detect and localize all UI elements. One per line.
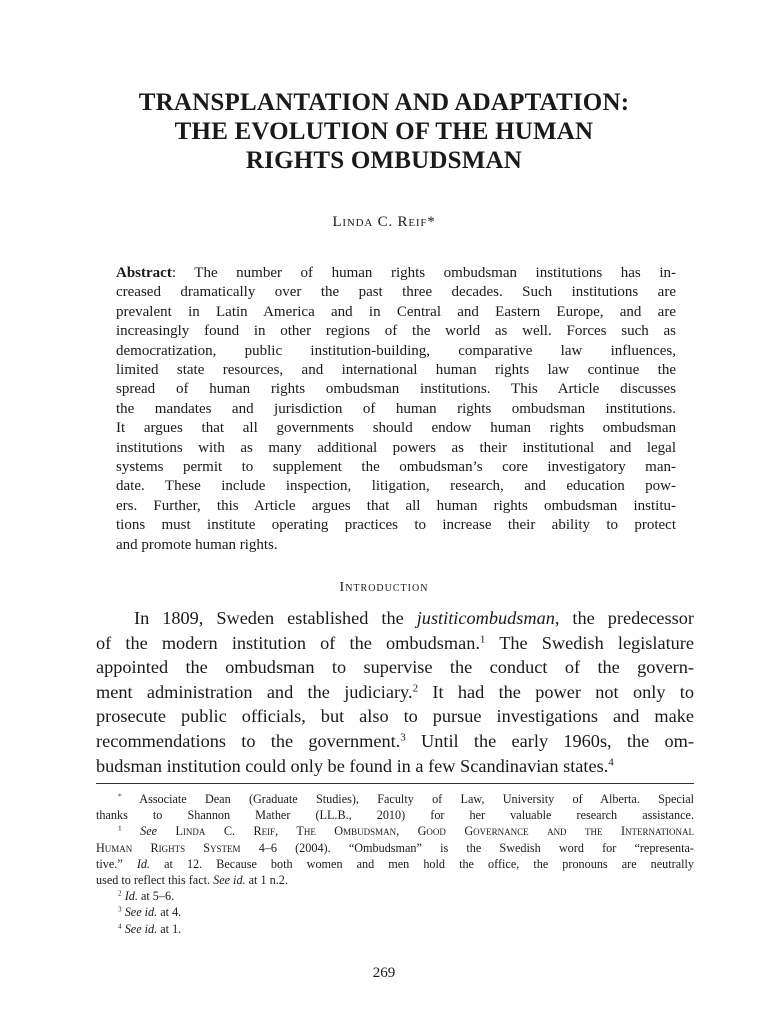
body-text-span: Until the early 1960s, the om-	[405, 730, 694, 751]
abstract-line: date. These include inspection, litigation, research, and education pow-	[116, 478, 676, 495]
section-heading: Introduction	[339, 580, 429, 595]
footnote-line	[96, 840, 694, 856]
signal-see: See id.	[124, 921, 158, 936]
body-text-span: recommendations to the government.	[96, 730, 401, 751]
footnote-line	[96, 888, 694, 904]
abstract-line: limited state resources, and international human rights law continue the	[116, 362, 676, 379]
signal-see: See id.	[213, 873, 246, 888]
abstract	[116, 264, 676, 555]
abstract-line: increasingly found in other regions of the world as well. Forces such as	[116, 323, 676, 340]
abstract-line: systems permit to supplement the ombudsman’s core investigatory man-	[116, 459, 676, 476]
abstract-line: creased dramatically over the past three decades. Such institutions are	[116, 284, 676, 301]
body-paragraph	[96, 606, 694, 778]
body-text-span: It had the power not only to	[418, 681, 695, 702]
italic-term: justiticombudsman	[416, 608, 555, 628]
title-line: THE EVOLUTION OF THE HUMAN	[174, 118, 594, 145]
article-title	[60, 88, 708, 175]
cited-work: Linda C. Reif, The Ombudsman, Good Governance and the International	[175, 824, 694, 839]
abstract-line: and promote human rights.	[116, 536, 278, 553]
footnote-text: tive.”	[96, 856, 137, 871]
footnotes	[96, 791, 694, 937]
abstract-text: : The number of human rights ombudsman institutions has in-	[171, 265, 676, 281]
body-text-span: The Swedish legislature	[485, 632, 695, 653]
body-text-span: budsman institution could only be found in a few Scandinavian states.	[96, 755, 609, 776]
abstract-label: Abstract	[116, 265, 172, 281]
footnote-ref[interactable]: 1	[479, 633, 486, 646]
body-text-span: of the modern institution of the ombudsman.	[96, 632, 480, 653]
body-line	[96, 631, 694, 656]
footnote-text: at 1.	[157, 921, 182, 936]
abstract-line: democratization, public institution-building, comparative law influences,	[116, 342, 676, 359]
footnote-line	[96, 823, 694, 839]
body-line: prosecute public officials, but also to pursue investigations and make	[96, 706, 694, 727]
signal-id: Id.	[136, 856, 151, 871]
signal-see: See id.	[124, 905, 158, 920]
abstract-line: institutions with as many additional powers as their institutional and legal	[116, 439, 676, 456]
footnote-ref[interactable]: 2	[412, 682, 419, 695]
footnote-line	[96, 872, 694, 888]
footnote-mark: 3	[118, 905, 122, 915]
footnote-text: at 12. Because both women and men hold the office, the pronouns are neutrally	[150, 856, 694, 871]
footnote-mark: 1	[118, 824, 122, 834]
body-line: appointed the ombudsman to supervise the conduct of the govern-	[96, 657, 694, 678]
footnote-text: at 1 n.2.	[245, 873, 288, 888]
footnote-text: used to reflect this fact.	[96, 873, 214, 888]
title-line: TRANSPLANTATION AND ADAPTATION:	[138, 89, 630, 116]
footnote-ref[interactable]: 3	[400, 731, 406, 744]
footnote-text: at 4.	[157, 905, 182, 920]
abstract-line: the mandates and jurisdiction of human rights ombudsman institutions.	[116, 400, 676, 417]
footnote-text: at 5–6.	[137, 889, 175, 904]
footnote-ref[interactable]: 4	[608, 755, 614, 768]
footnote-mark: *	[118, 791, 122, 801]
abstract-line: spread of human rights ombudsman institutions. This Article discusses	[116, 381, 676, 398]
body-text-span: ment administration and the judiciary.	[96, 681, 413, 702]
footnote-mark: 2	[118, 888, 122, 898]
title-line: RIGHTS OMBUDSMAN	[245, 147, 523, 174]
footnote-divider	[96, 783, 694, 784]
body-line	[96, 680, 694, 705]
footnote-line	[96, 791, 694, 807]
signal-see: See	[121, 824, 176, 839]
signal-id: Id.	[124, 889, 138, 904]
body-line	[96, 606, 694, 631]
body-text-span: In 1809, Sweden established the	[134, 608, 417, 628]
body-line	[96, 754, 694, 779]
abstract-line: It argues that all governments should endow human rights ombudsman	[116, 420, 676, 437]
footnote-line	[96, 904, 694, 920]
cited-work: Human Rights System	[96, 840, 241, 855]
author-name: Linda C. Reif*	[332, 214, 436, 230]
abstract-line: tions must institute operating practices to increase their ability to protect	[116, 517, 676, 534]
footnote-mark: 4	[118, 921, 122, 931]
body-text-span: , the predecessor	[554, 608, 695, 628]
footnote-text: 4–6 (2004). “Ombudsman” is the Swedish word for “representa-	[240, 840, 694, 855]
footnote-text: Associate Dean (Graduate Studies), Faculty of Law, University of Alberta. Special	[121, 792, 694, 806]
footnote-line	[96, 921, 694, 937]
footnote-line	[96, 856, 694, 872]
page-number: 269	[372, 965, 396, 981]
footnote-line: thanks to Shannon Mather (LL.B., 2010) for her valuable research assistance.	[96, 808, 694, 823]
abstract-line: ers. Further, this Article argues that all human rights ombudsman institu-	[116, 497, 676, 514]
abstract-line	[116, 264, 676, 283]
body-line	[96, 729, 694, 754]
abstract-line: prevalent in Latin America and in Central and Eastern Europe, and are	[116, 303, 676, 320]
